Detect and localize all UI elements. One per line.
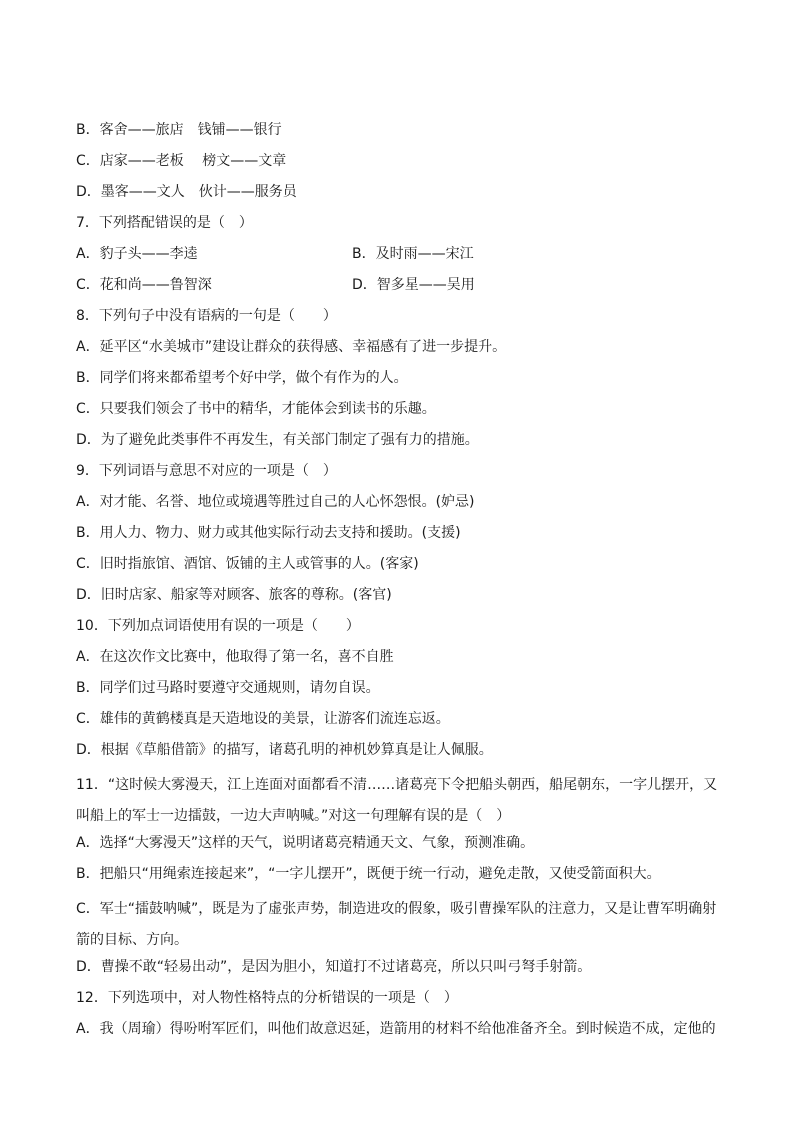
option-q9-d: D．旧时店家、船家等对顾客、旅客的尊称。(客官)	[76, 587, 392, 603]
option-q11-b: B．把船只“用绳索连接起来”，“一字儿摆开”，既便于统一行动，避免走散，又使受箭面积大。	[76, 866, 661, 882]
question-10: 10．下列加点词语使用有误的一项是（ ）	[76, 618, 360, 634]
option-q8-d: D．为了避免此类事件不再发生，有关部门制定了强有力的措施。	[76, 432, 479, 448]
option-q10-d: D．根据《草船借箭》的描写，诸葛孔明的神机妙算真是让人佩服。	[76, 742, 493, 758]
question-7-options-row-1	[76, 243, 720, 274]
option-q7-b: B．及时雨——宋江	[352, 246, 474, 262]
question-11: 11．“这时候大雾漫天，江上连面对面都看不清……诸葛亮下令把船头朝西，船尾朝东，一字儿摆开，又叫船上的军士一边擂鼓，一边大声呐喊。”对这一句理解有误的是（ ）	[76, 777, 718, 824]
option-q7-d: D．智多星——吴用	[352, 277, 475, 293]
option-q6-d: D．墨客——文人 伙计——服务员	[76, 184, 297, 200]
option-q7-a: A．豹子头——李逵	[76, 246, 198, 262]
option-q12-a: A．我（周瑜）得吩咐军匠们，叫他们故意迟延，造箭用的材料不给他准备齐全。到时候造不成，定他的	[76, 1021, 716, 1037]
option-q8-a: A．延平区“水美城市”建设让群众的获得感、幸福感有了进一步提升。	[76, 339, 507, 355]
question-12: 12．下列选项中，对人物性格特点的分析错误的一项是（ ）	[76, 990, 458, 1006]
option-q9-a: A．对才能、名誉、地位或境遇等胜过自己的人心怀怨恨。(妒忌)	[76, 494, 475, 510]
option-q6-c: C．店家——老板 榜文——文章	[76, 153, 287, 169]
option-q6-b: B．客舍——旅店 钱铺——银行	[76, 122, 282, 138]
option-q8-c: C．只要我们领会了书中的精华，才能体会到读书的乐趣。	[76, 401, 436, 417]
option-q10-b: B．同学们过马路时要遵守交通规则，请勿自误。	[76, 680, 380, 696]
option-q11-a: A．选择“大雾漫天”这样的天气，说明诸葛亮精通天文、气象，预测准确。	[76, 835, 535, 851]
question-9: 9．下列词语与意思不对应的一项是（ ）	[76, 463, 337, 479]
option-q10-a: A．在这次作文比赛中，他取得了第一名，喜不自胜	[76, 649, 394, 665]
option-q7-c: C．花和尚——鲁智深	[76, 277, 212, 293]
option-q11-d: D．曹操不敢“轻易出动”，是因为胆小，知道打不过诸葛亮，所以只叫弓弩手射箭。	[76, 959, 592, 975]
question-7-options-row-2	[76, 274, 720, 305]
option-q11-c: C．军士“擂鼓呐喊”，既是为了虚张声势，制造进攻的假象，吸引曹操军队的注意力，又是让曹军明确射箭的目标、方向。	[76, 901, 717, 948]
question-8: 8．下列句子中没有语病的一句是（ ）	[76, 308, 337, 324]
question-list	[76, 119, 720, 1049]
question-7: 7．下列搭配错误的是（ ）	[76, 215, 253, 231]
option-q9-c: C．旧时指旅馆、酒馆、饭铺的主人或管事的人。(客家)	[76, 556, 419, 572]
option-q8-b: B．同学们将来都希望考个好中学，做个有作为的人。	[76, 370, 408, 386]
option-q9-b: B．用人力、物力、财力或其他实际行动去支持和援助。(支援)	[76, 525, 461, 541]
option-q10-c: C．雄伟的黄鹤楼真是天造地设的美景，让游客们流连忘返。	[76, 711, 450, 727]
